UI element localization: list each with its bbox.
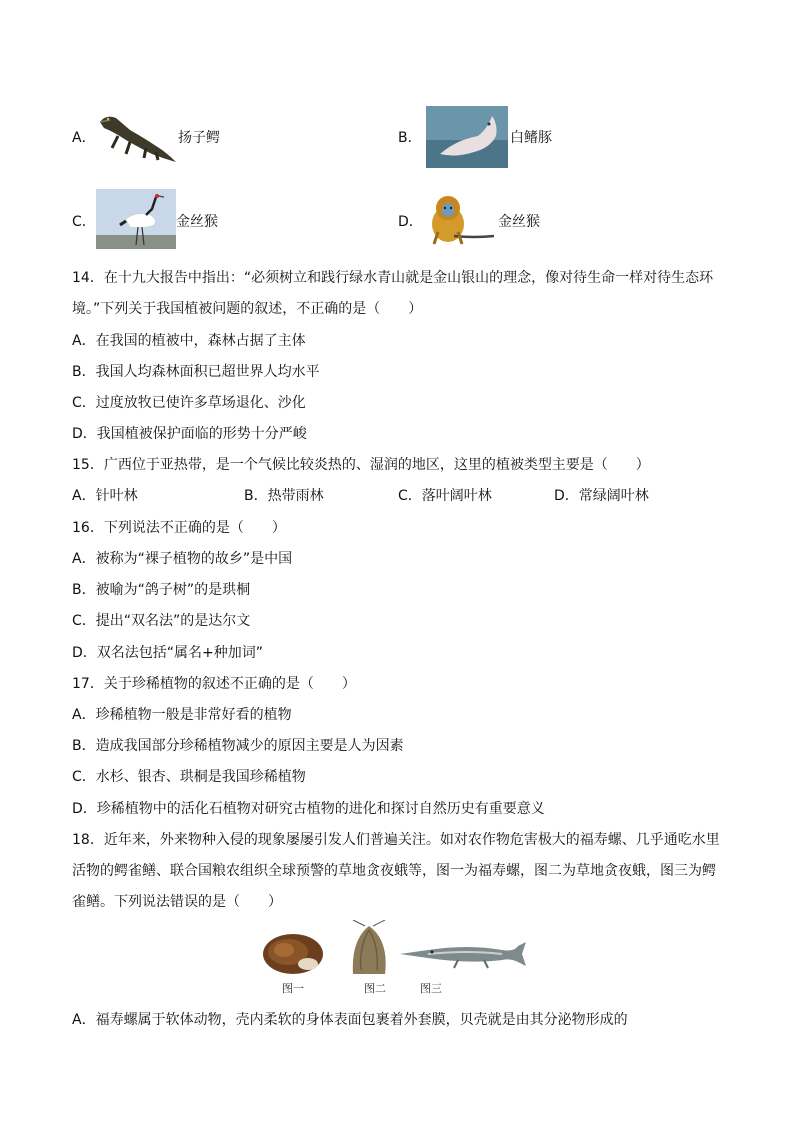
crane-image: [96, 189, 176, 249]
q15-option-a: A．针叶林: [72, 488, 138, 504]
q13-option-b-letter: B．: [398, 130, 422, 146]
q17-option-a: A．珍稀植物一般是非常好看的植物: [72, 707, 292, 723]
q14-option-c: C．过度放牧已使许多草场退化、沙化: [72, 395, 306, 411]
q15-option-c: C．落叶阔叶林: [398, 488, 492, 504]
dolphin-image: [426, 106, 508, 168]
q14-option-d: D．我国植被保护面临的形势十分严峻: [72, 426, 307, 442]
q15-stem: 15．广西位于亚热带，是一个气候比较炎热的、湿润的地区，这里的植被类型主要是（ ）: [72, 457, 650, 473]
q17-option-c: C．水杉、银杏、珙桐是我国珍稀植物: [72, 769, 306, 785]
q17-option-d: D．珍稀植物中的活化石植物对研究古植物的进化和探讨自然历史有重要意义: [72, 801, 545, 817]
golden-monkey-image: [424, 192, 498, 248]
q18-stem-line1: 18．近年来，外来物种入侵的现象屡屡引发人们普遍关注。如对农作物危害极大的福寿螺、几乎通吃水里: [72, 832, 720, 848]
q13-option-d-letter: D．: [398, 214, 423, 230]
q16-stem: 16．下列说法不正确的是（ ）: [72, 520, 286, 536]
q17-stem: 17．关于珍稀植物的叙述不正确的是（ ）: [72, 676, 356, 692]
q16-option-c: C．提出“双名法”的是达尔文: [72, 613, 251, 629]
q14-stem-line2: 境。”下列关于我国植被问题的叙述，不正确的是（ ）: [72, 301, 423, 317]
apple-snail-image: [258, 928, 328, 976]
q17-option-b: B．造成我国部分珍稀植物减少的原因主要是人为因素: [72, 738, 404, 754]
q18-option-a: A．福寿螺属于软体动物，壳内柔软的身体表面包裹着外套膜，贝壳就是由其分泌物形成的: [72, 1012, 628, 1028]
q14-option-a: A．在我国的植被中，森林占据了主体: [72, 333, 306, 349]
figure-caption-2: 图二: [364, 982, 386, 995]
q18-stem-line3: 雀鳝。下列说法错误的是（ ）: [72, 894, 282, 910]
alligator-gar-image: [398, 938, 528, 970]
q13-option-a-label: 扬子鳄: [178, 130, 220, 146]
figure-caption-1: 图一: [282, 982, 304, 995]
q13-option-b-label: 白鳍豚: [510, 130, 552, 146]
q16-option-d: D．双名法包括“属名+种加词”: [72, 645, 264, 661]
q13-option-d-label: 金丝猴: [498, 214, 540, 230]
q15-option-d: D．常绿阔叶林: [554, 488, 649, 504]
q13-option-c-letter: C．: [72, 214, 96, 230]
q14-stem-line1: 14．在十九大报告中指出：“必须树立和践行绿水青山就是金山银山的理念，像对待生命一样对待生态环: [72, 270, 714, 286]
q16-option-b: B．被喻为“鸽子树”的是珙桐: [72, 582, 251, 598]
q13-option-c-label: 金丝猴: [176, 214, 218, 230]
alligator-image: [96, 108, 178, 166]
q16-option-a: A．被称为“裸子植物的故乡”是中国: [72, 551, 293, 567]
q15-option-b: B．热带雨林: [244, 488, 324, 504]
armyworm-moth-image: [345, 920, 395, 978]
figure-caption-3: 图三: [420, 982, 442, 995]
q18-stem-line2: 活物的鳄雀鳝、联合国粮农组织全球预警的草地贪夜蛾等，图一为福寿螺，图二为草地贪夜蛾，图三为鳄: [72, 863, 716, 879]
q14-option-b: B．我国人均森林面积已超世界人均水平: [72, 364, 320, 380]
q13-option-a-letter: A．: [72, 130, 96, 146]
